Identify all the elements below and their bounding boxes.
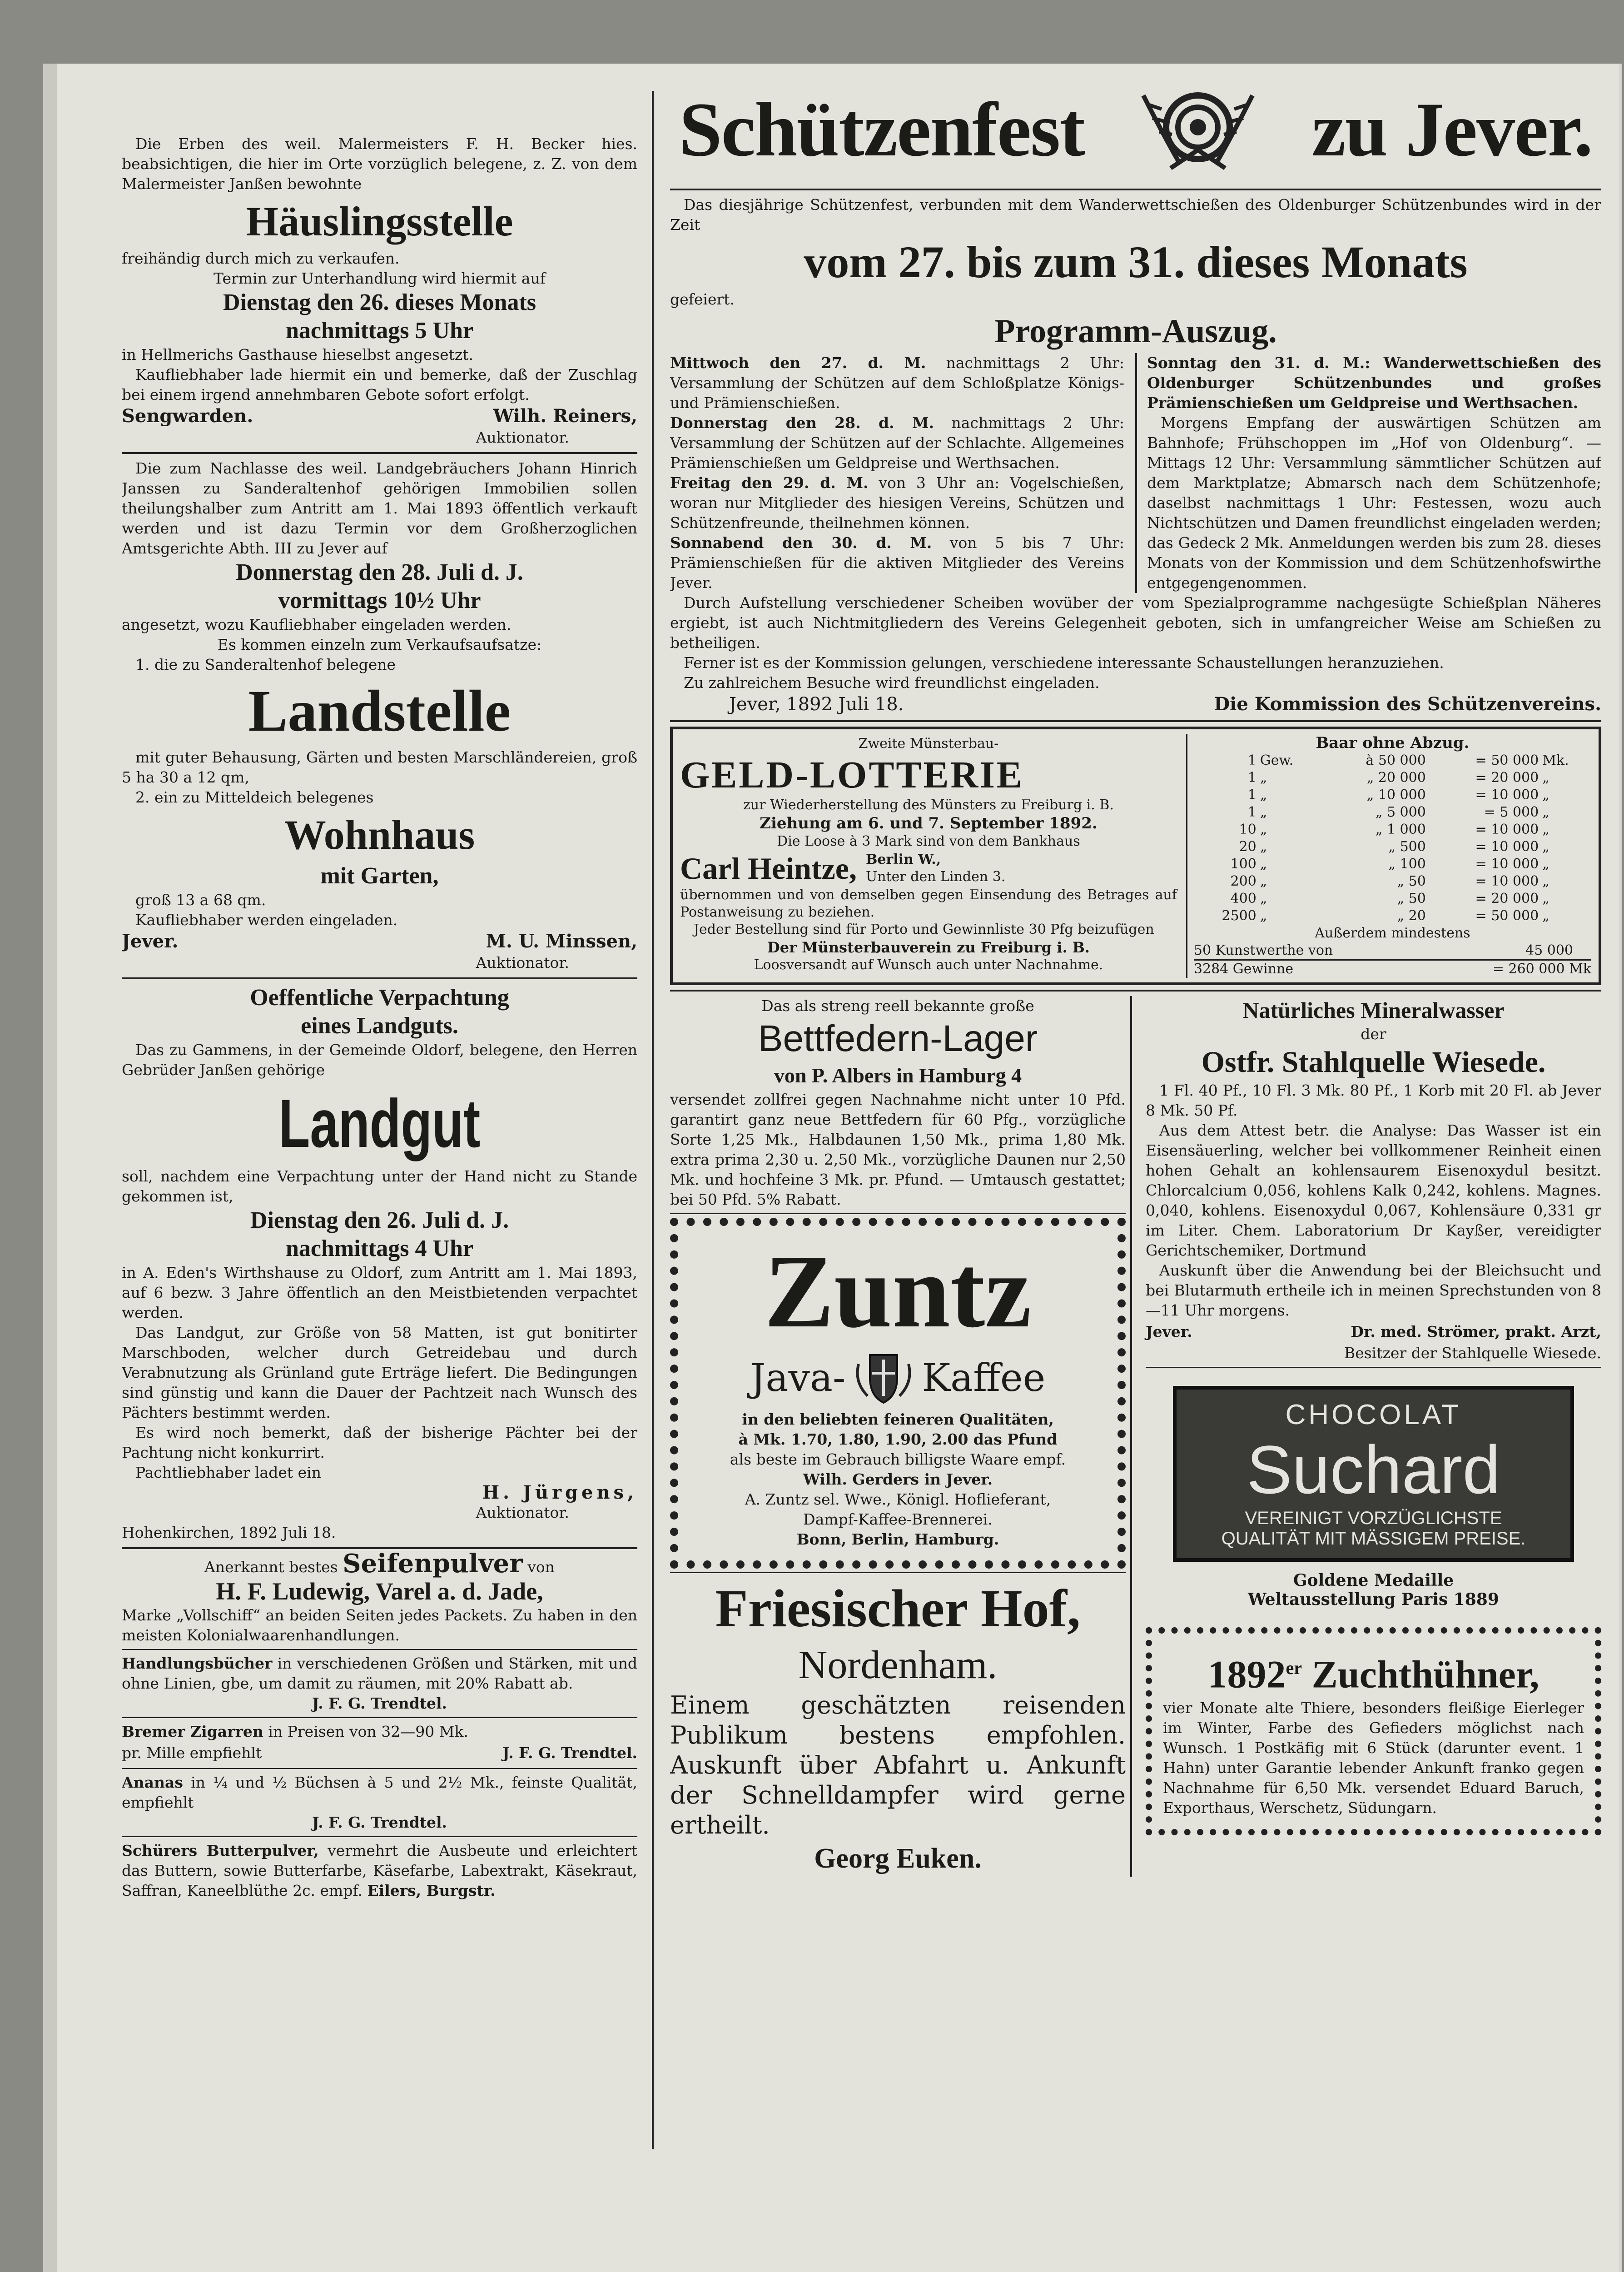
lottery-table-heading: Baar ohne Abzug.	[1316, 734, 1470, 752]
ad-body: pr. Mille empfiehlt	[122, 1744, 262, 1762]
lottery-cell: = 10 000	[1475, 839, 1539, 855]
lottery-extra-value: 45 000	[1525, 942, 1573, 958]
ad-item-detail: mit guter Behausung, Gärten und besten Marschländereien, groß 5 ha 30 a 12 qm,	[122, 748, 637, 786]
lottery-cell: „	[1542, 839, 1550, 855]
ad-body: versendet zollfrei gegen Nachnahme nicht unter 10 Pfd. garantirt ganz neue Bettfedern für 60 Pfg., vorzügliche Sorte 1,25 Mk., Halbdaunen 1,50 Mk., prima 1,80 Mk. extra prima 2,30 u. 2,50 Mk., vorzügliche Daunen nur 2,50 Mk. und hochfeine 3 Mk. pr. Pfund. — Umtausch gestattet; bei 50 Pfd. 5% Rabatt.	[670, 1091, 1126, 1208]
ad-haeuslingsstelle	[122, 134, 637, 448]
lottery-cell: „	[1542, 891, 1550, 907]
lottery-cell: = 20 000	[1475, 770, 1539, 786]
ad-landgut	[122, 984, 637, 1543]
right-area	[670, 70, 1601, 2233]
lottery-prizes	[1186, 734, 1591, 978]
lottery-cell: 1	[1247, 770, 1256, 786]
lottery-cell: „ 1 000	[1375, 822, 1426, 837]
lottery-title: GELD-LOTTERIE	[680, 754, 1024, 796]
ad-signature	[122, 930, 637, 953]
lottery-cell: = 50 000	[1475, 908, 1539, 924]
ad-headline: Zuntz	[764, 1233, 1032, 1349]
ad-landstelle	[122, 458, 637, 973]
zuntz-line: Bonn, Berlin, Hamburg.	[796, 1530, 999, 1548]
ad-intro: Anerkannt bestes	[204, 1558, 338, 1576]
lottery-cell: „	[1260, 873, 1267, 889]
lottery-cell: 1	[1247, 804, 1256, 820]
lottery-line: übernommen und von demselben gegen Einsendung des Betrages auf Postanweisung zu beziehen.	[680, 887, 1177, 920]
ad-signer: M. U. Minssen,	[486, 931, 637, 952]
lottery-cell: = 10 000	[1475, 856, 1539, 872]
lower-area	[670, 996, 1601, 1877]
divider	[670, 990, 1601, 992]
lottery-cell: „	[1260, 770, 1267, 786]
fest-header	[670, 70, 1601, 189]
ad-role: Auktionator.	[476, 1504, 569, 1521]
ad-lead: Ananas	[122, 1774, 183, 1791]
ad-signature	[122, 1742, 637, 1764]
lottery-bank-address: Unter den Linden 3.	[865, 869, 1006, 885]
ad-signer: Die Kommission des Schützenvereins.	[1214, 693, 1601, 715]
fest-title-left: Schützenfest	[679, 86, 1084, 172]
divider	[670, 189, 1601, 190]
ad-body: Es wird noch bemerkt, daß der bisherige Pächter bei der Pachtung nicht konkurrirt.	[122, 1424, 637, 1461]
lottery-cell: 100	[1230, 856, 1256, 872]
zuntz-line: als beste im Gebrauch billigste Waare empf.	[730, 1450, 1066, 1468]
ad-intro: Das zu Gammens, in der Gemeinde Oldorf, belegene, den Herren Gebrüder Janßen gehörige	[122, 1041, 637, 1079]
lottery-extra: 50 Kunstwerthe von	[1193, 942, 1333, 958]
lottery-line: Jeder Bestellung sind für Porto und Gewinnliste 30 Pfg beizufügen	[694, 922, 1154, 937]
ad-intro: Die Erben des weil. Malermeisters F. H. Becker hies. beabsichtigen, die hier im Orte vorzüglich belegene, z. Z. von dem Malermeister Janßen bewohnte	[122, 135, 637, 193]
ad-body: in Hellmerichs Gasthause hieselbst angesetzt.	[122, 346, 474, 364]
suchard-top: CHOCOLAT	[1285, 1399, 1462, 1430]
fest-program-heading: Programm-Auszug.	[994, 313, 1277, 350]
ad-headline: Häuslingsstelle	[246, 198, 513, 244]
divider	[122, 452, 637, 454]
lottery-cell: „	[1260, 891, 1267, 907]
ad-headline: Landstelle	[248, 678, 511, 744]
lottery-line: zur Wiederherstellung des Münsters zu Freiburg i. B.	[743, 797, 1114, 813]
divider	[122, 1836, 637, 1837]
divider	[670, 1572, 1126, 1573]
ad-product-line	[122, 1549, 637, 1579]
lottery-cell: „ 20 000	[1366, 770, 1426, 786]
lottery-row	[1194, 752, 1591, 769]
divider	[122, 1717, 637, 1718]
lottery-cell: „	[1260, 804, 1267, 820]
ad-headline: Bettfedern-Lager	[758, 1018, 1038, 1059]
lottery-cell: „ 100	[1388, 856, 1426, 872]
ad-date: Donnerstag den 28. Juli d. J.	[236, 559, 523, 585]
lottery-cell: „ 20	[1397, 908, 1426, 924]
ad-lottery	[670, 727, 1601, 985]
lottery-cell: „	[1542, 856, 1550, 872]
ad-suchard	[1173, 1386, 1574, 1562]
lottery-cell: „ 50	[1397, 891, 1426, 907]
lottery-cell: = 10 000	[1475, 787, 1539, 803]
ad-body: Kaufliebhaber lade hiermit ein und bemerke, daß der Zuschlag bei einem irgend annehmbaren Gebote sofort erfolgt.	[122, 366, 637, 404]
lottery-cell: „	[1542, 822, 1550, 837]
program-day-heading: Donnerstag den 28. d. M.	[670, 414, 934, 432]
lottery-cell: „	[1542, 787, 1550, 803]
lottery-line: Der Münsterbauverein zu Freiburg i. B.	[767, 939, 1090, 956]
lottery-cell: = 50 000	[1475, 752, 1539, 768]
ad-headline: Friesischer Hof,	[715, 1579, 1081, 1638]
ad-body: Auskunft über die Anwendung bei der Bleichsucht und bei Blutarmuth ertheile ich in meinen Sprechstunden von 8—11 Uhr morgens.	[1146, 1261, 1601, 1319]
lottery-cell: = 5 000	[1484, 804, 1539, 820]
lottery-cell: 200	[1230, 873, 1256, 889]
ad-item: 1. die zu Sanderaltenhof belegene	[135, 656, 396, 673]
divider	[670, 720, 1601, 722]
ad-title: eines Landguts.	[301, 1013, 458, 1039]
ad-place: Sengwarden.	[122, 405, 253, 427]
lottery-total-row	[1194, 959, 1591, 978]
ad-date: Dienstag den 26. dieses Monats	[223, 289, 536, 315]
lottery-cell: = 10 000	[1475, 873, 1539, 889]
lottery-cell: 400	[1230, 891, 1256, 907]
ad-headline: Wohnhaus	[284, 812, 475, 858]
program-day-heading: Freitag den 29. d. M.	[670, 474, 869, 492]
ad-headline	[1163, 1644, 1584, 1698]
zuntz-line: Dampf-Kaffee-Brennerei.	[803, 1510, 993, 1528]
ad-subheadline: mit Garten,	[320, 863, 439, 889]
zuntz-line: in den beliebten feineren Qualitäten,	[742, 1410, 1054, 1428]
lottery-row	[1194, 821, 1591, 838]
lottery-row	[1194, 769, 1591, 787]
lottery-cell: „	[1542, 873, 1550, 889]
ad-handlungsbuecher	[122, 1654, 637, 1714]
ad-dateline: Hohenkirchen, 1892 Juli 18.	[122, 1524, 336, 1541]
divider	[1146, 1367, 1601, 1368]
ad-mineralwasser	[1146, 996, 1601, 1363]
lottery-cell: Gew.	[1260, 752, 1294, 768]
lottery-line: Loosversandt auf Wunsch auch unter Nachnahme.	[754, 957, 1103, 973]
divider	[122, 1649, 637, 1650]
ad-body: in A. Eden's Wirthshause zu Oldorf, zum Antritt am 1. Mai 1893, auf 6 bezw. 3 Jahre öffentlich an den Meistbietenden verpachtet werden.	[122, 1264, 637, 1321]
fest-dates: vom 27. bis zum 31. dieses Monats	[804, 237, 1468, 287]
ad-zuchthuehner	[1146, 1627, 1601, 1835]
target-emblem-icon	[1134, 77, 1261, 182]
lottery-cell: „ 10 000	[1366, 787, 1426, 803]
lottery-row	[1194, 856, 1591, 873]
lottery-row	[1194, 838, 1591, 856]
zuntz-product	[689, 1346, 1107, 1410]
ad-connector: der	[1361, 1025, 1386, 1043]
program-left	[670, 353, 1124, 593]
ad-signer: Georg Euken.	[814, 1843, 982, 1874]
ad-bettfedern	[670, 996, 1126, 1210]
ad-dateline: Jever, 1892 Juli 18.	[729, 694, 904, 715]
ad-seifenpulver	[122, 1549, 637, 1645]
ad-headline: Landgut	[278, 1085, 481, 1161]
ad-body: in Preisen von 32—90 Mk.	[268, 1723, 468, 1740]
ad-body: angesetzt, wozu Kaufliebhaber eingeladen werden.	[122, 616, 512, 633]
ad-time: nachmittags 4 Uhr	[285, 1236, 474, 1261]
ad-body: Durch Aufstellung verschiedener Scheiben wovüber der vom Spezialprogramme nachgesügte Schießplan Näheres ergiebt, ist auch Nichtmitgliedern des Vereins Gelegenheit geboten, sich in umfangreicher Weise am Schießen zu betheiligen.	[670, 594, 1601, 652]
lottery-line: Ziehung am 6. und 7. September 1892.	[760, 814, 1098, 832]
lottery-cell: „	[1542, 804, 1550, 820]
ad-role: Auktionator.	[476, 954, 569, 972]
suchard-line: QUALITÄT MIT MÄSSIGEM PREISE.	[1221, 1529, 1526, 1549]
huhn-title: Zuchthühner,	[1311, 1652, 1540, 1696]
ad-intro: Die zum Nachlasse des weil. Landgebräuchers Johann Hinrich Janssen zu Sanderaltenhof gehörigen Immobilien sollen theilungshalber zum Antritt am 1. Mai 1893 öffentlich verkauft werden und ist dazu Termin vor dem Großherzoglichen Amtsgerichte Abth. III zu Jever auf	[122, 459, 637, 557]
ad-body: freihändig durch mich zu verkaufen.	[122, 249, 400, 267]
ad-body: in verschiedenen Größen und Stärken, mit und ohne Linien, gbe, um damit zu räumen, mit 20% Rabatt ab.	[122, 1654, 637, 1692]
coat-of-arms-icon	[852, 1346, 915, 1410]
ad-body: Termin zur Unterhandlung wird hiermit auf	[214, 269, 546, 287]
lottery-bank-city: Berlin W.,	[865, 852, 941, 867]
ad-product: Seifenpulver	[343, 1549, 523, 1579]
ad-body: Einem geschätzten reisenden Publikum bestens empfohlen. Auskunft über Abfahrt u. Ankunft der Schnelldampfer wird gerne ertheilt.	[670, 1691, 1126, 1839]
lottery-cell: „	[1260, 839, 1267, 855]
ad-maker: H. F. Ludewig, Varel a. d. Jade,	[216, 1578, 543, 1605]
zuntz-line: A. Zuntz sel. Wwe., Königl. Hoflieferant,	[745, 1490, 1051, 1508]
ad-body: Ferner ist es der Kommission gelungen, verschiedene interessante Schaustellungen heranzuziehen.	[684, 654, 1444, 672]
ad-time: vormittags 10½ Uhr	[278, 588, 481, 613]
zuntz-line: à Mk. 1.70, 1.80, 1.90, 2.00 das Pfund	[738, 1430, 1058, 1448]
lottery-extra: Außerdem mindestens	[1315, 925, 1470, 941]
ad-place: Nordenham.	[798, 1643, 998, 1687]
ad-signature	[670, 693, 1601, 716]
divider	[122, 977, 637, 979]
lottery-bank-name: Carl Heintze,	[680, 851, 857, 886]
ad-intro: Das als streng reell bekannte große	[761, 997, 1034, 1015]
program-text: Morgens Empfang der auswärtigen Schützen am Bahnhofe; Frühschoppen im „Hof von Oldenburg“. — Mittags 12 Uhr: Versammlung sämmtlicher Schützen auf dem Marktplatze; Abmarsch nach dem Schützenhofe; daselbst nachmittags 1 Uhr: Festessen, wozu auch Nichtschützen und Damen freundlichst eingeladen werden; das Gedeck 2 Mk. Anmeldungen werden bis zum 28. dieses Monats von der Kommission und dem Schützenhofswirthe entgegengenommen.	[1147, 414, 1601, 592]
ad-body: Marke „Vollschiff“ an beiden Seiten jedes Packets. Zu haben in den meisten Kolonialwaarenhandlungen.	[122, 1606, 637, 1644]
lottery-total-value: = 260 000 Mk	[1492, 961, 1591, 977]
ad-role: Besitzer der Stahlquelle Wiesede.	[1344, 1344, 1601, 1362]
lottery-cell: „ 50	[1397, 873, 1426, 889]
ad-lead: Bremer Zigarren	[122, 1723, 263, 1740]
zuntz-line: Wilh. Gerders in Jever.	[803, 1470, 993, 1488]
ad-lead: Schürers Butterpulver,	[122, 1842, 319, 1859]
lottery-cell: „ 500	[1388, 839, 1426, 855]
lottery-total: 3284 Gewinne	[1193, 961, 1294, 977]
lottery-cell: „	[1542, 908, 1550, 924]
lottery-cell: = 10 000	[1475, 822, 1539, 837]
lottery-extra-row	[1194, 942, 1591, 959]
lottery-row	[1194, 787, 1591, 804]
lower-left	[670, 996, 1132, 1877]
lottery-table	[1194, 752, 1591, 925]
suchard-medal: Weltausstellung Paris 1889	[1248, 1590, 1499, 1609]
lottery-cell: „	[1260, 787, 1267, 803]
fest-program	[670, 353, 1601, 593]
program-text: nachmittags 2 Uhr: Versammlung der Schützen auf der Schlachte. Allgemeines Prämienschießen um Geldpreise und Werthsachen.	[670, 414, 1124, 472]
lottery-cell: „	[1260, 908, 1267, 924]
lottery-row	[1194, 890, 1591, 907]
ad-lead: Handlungsbücher	[122, 1654, 273, 1672]
lottery-cell: Mk.	[1542, 752, 1569, 768]
ad-body: soll, nachdem eine Verpachtung unter der Hand nicht zu Stande gekommen ist,	[122, 1167, 637, 1205]
lottery-cell: „	[1542, 770, 1550, 786]
ad-body: gefeiert.	[670, 290, 735, 308]
ad-place: Jever.	[122, 931, 179, 952]
lottery-row	[1194, 907, 1591, 925]
suchard-line: VEREINIGT VORZÜGLICHSTE	[1245, 1508, 1502, 1528]
ad-signer: Dr. med. Strömer, prakt. Arzt,	[1351, 1323, 1601, 1340]
lottery-cell: 1	[1247, 787, 1256, 803]
ad-body: Kaufliebhaber werden eingeladen.	[135, 911, 398, 929]
program-text: nachmittags 2 Uhr: Versammlung der Schützen auf dem Schloßplatze Königs- und Prämienschießen.	[670, 354, 1124, 412]
ad-place: Jever.	[1146, 1323, 1192, 1340]
ad-body: vermehrt die Ausbeute und erleichtert das Buttern, sowie Butterfarbe, Käsefarbe, Labextrakt, Käsekraut, Saffran, Kaneelblüthe 2c. empf.	[122, 1842, 637, 1899]
ad-body: Aus dem Attest betr. die Analyse: Das Wasser ist ein Eisensäuerling, welcher bei vollkommener Reinheit einen hohen Gehalt an kohlensaurem Eisenoxydul besitzt. Chlorcalcium 0,056, kohlens Kalk 0,242, kohlens. Magnes. 0,040, kohlens. Eisenoxydul 0,067, Kohlensäure 0,331 gr im Liter. Chem. Laboratorium Dr Kayßer, vereidigter Gerichtschemiker, Dortmund	[1146, 1121, 1601, 1259]
column-rule	[652, 91, 654, 2149]
ad-body: in ¼ und ½ Büchsen à 5 und 2½ Mk., feinste Qualität, empfiehlt	[122, 1774, 637, 1811]
lottery-cell: 10	[1239, 822, 1256, 837]
ad-headline: Natürliches Mineralwasser	[1242, 997, 1505, 1023]
ad-body: Pachtliebhaber ladet ein	[135, 1464, 321, 1481]
ad-body: Es kommen einzeln zum Verkaufsaufsatze:	[217, 636, 542, 653]
lottery-cell: „ 5 000	[1375, 804, 1426, 820]
zuntz-kaffee: Kaffee	[922, 1355, 1046, 1400]
lottery-row	[1194, 804, 1591, 821]
huhn-suffix: er	[1286, 1658, 1302, 1678]
lower-right	[1146, 996, 1601, 1877]
left-column	[122, 70, 637, 2233]
lottery-row	[1194, 873, 1591, 890]
ad-butterpulver	[122, 1841, 637, 1901]
lottery-pre: Zweite Münsterbau-	[858, 736, 999, 752]
ad-date: Dienstag den 26. Juli d. J.	[250, 1207, 509, 1233]
lottery-cell: „	[1260, 822, 1267, 837]
suchard-brand: Suchard	[1247, 1431, 1500, 1508]
lottery-cell: à 50 000	[1366, 752, 1426, 768]
lottery-cell: = 20 000	[1475, 891, 1539, 907]
lottery-line: Die Loose à 3 Mark sind von dem Bankhaus	[777, 833, 1080, 849]
huhn-year: 1892	[1207, 1652, 1286, 1696]
divider	[670, 1213, 1126, 1214]
ad-signer: J. F. G. Trendtel.	[502, 1744, 637, 1762]
ad-source: Ostfr. Stahlquelle Wiesede.	[1201, 1046, 1546, 1079]
program-text: von 3 Uhr an: Vogelschießen, woran nur Mitglieder des hiesigen Vereins, Schützen und Schützenfreunde, theilnehmen können.	[670, 474, 1124, 532]
lottery-cell: 2500	[1222, 908, 1256, 924]
ad-signature	[1146, 1320, 1601, 1343]
ad-body: vier Monate alte Thiere, besonders fleißige Eierleger im Winter, Farbe des Gefieders möglichst nach Wunsch. 1 Postkäfig mit 6 Stück (darunter event. 1 Hahn) unter Garantie lebender Ankunft franko gegen Nachnahme für 6,50 Mk. versendet Eduard Baruch, Exporthaus, Werschetz, Südungarn.	[1163, 1699, 1584, 1817]
ad-signer: H. Jürgens,	[482, 1482, 637, 1503]
ad-body: Das Landgut, zur Größe von 58 Matten, ist gut bonitirter Marschboden, welcher durch Getreidebau und durch Verabnutzung als Grünland gute Erträge liefert. Die Bedingungen sind günstig und kann die Dauer der Pachtzeit nach Wunsch des Pächters bestimmt werden.	[122, 1324, 637, 1421]
lottery-bank	[680, 850, 1177, 887]
zuntz-java: Java-	[750, 1355, 846, 1400]
ad-ananas	[122, 1773, 637, 1833]
ad-item-detail: groß 13 a 68 qm.	[135, 891, 266, 909]
lottery-left	[680, 734, 1177, 978]
divider	[122, 1768, 637, 1769]
ad-body: 1 Fl. 40 Pf., 10 Fl. 3 Mk. 80 Pf., 1 Korb mit 20 Fl. ab Jever 8 Mk. 50 Pf.	[1146, 1081, 1601, 1119]
ad-title: Oeffentliche Verpachtung	[250, 985, 509, 1011]
ad-item: 2. ein zu Mitteldeich belegenes	[135, 788, 374, 806]
ad-intro: Das diesjährige Schützenfest, verbunden mit dem Wanderwettschießen des Oldenburger Schützenbundes wird in der Zeit	[670, 196, 1601, 234]
ad-signer: Eilers, Burgstr.	[367, 1882, 496, 1899]
program-day-heading: Sonnabend den 30. d. M.	[670, 534, 932, 552]
ad-maker: von P. Albers in Hamburg 4	[774, 1064, 1022, 1087]
ad-schuetzenfest	[670, 195, 1601, 716]
lottery-cell: „	[1260, 856, 1267, 872]
fest-title-right: zu Jever.	[1311, 86, 1592, 172]
program-day-heading: Mittwoch den 27. d. M.	[670, 354, 926, 372]
ad-friesischer-hof	[670, 1577, 1126, 1877]
ad-signature	[122, 405, 637, 428]
ad-signer: Wilh. Reiners,	[493, 405, 637, 427]
ad-role: Auktionator.	[476, 428, 569, 446]
ad-zigarren	[122, 1722, 637, 1764]
ad-time: nachmittags 5 Uhr	[285, 318, 474, 344]
suchard-medal: Goldene Medaille	[1293, 1571, 1454, 1590]
ad-signer: J. F. G. Trendtel.	[312, 1814, 447, 1831]
program-text: von 5 bis 7 Uhr: Prämienschießen für die aktiven Mitglieder des Vereins Jever.	[670, 534, 1124, 592]
ad-body: Zu zahlreichem Besuche wird freundlichst eingeladen.	[684, 674, 1100, 692]
ad-from: von	[527, 1558, 555, 1576]
ad-signer: J. F. G. Trendtel.	[312, 1694, 447, 1712]
program-day-heading: Sonntag den 31. d. M.: Wanderwettschießen des Oldenburger Schützenbundes und großes Prämienschießen um Geldpreise und Werthsachen.	[1147, 354, 1601, 412]
lottery-cell: 1	[1247, 752, 1256, 768]
ad-zuntz	[670, 1218, 1126, 1569]
program-right	[1135, 353, 1601, 593]
lottery-cell: 20	[1239, 839, 1256, 855]
